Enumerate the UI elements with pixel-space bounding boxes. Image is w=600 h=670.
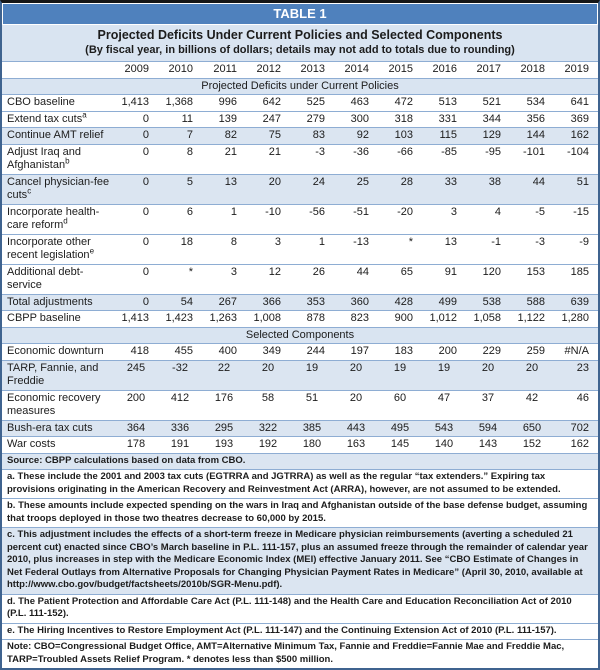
row-label: Incorporate health-care reform$^d$ (7, 205, 100, 231)
value-cell: -9 (579, 235, 589, 248)
value-cell: -95 (485, 145, 501, 158)
value-cell: 21 (224, 145, 237, 158)
value-cell: 418 (130, 345, 149, 357)
value-cell: 702 (554, 420, 598, 437)
value-cell: 642 (262, 96, 281, 108)
section-header: Selected Components (2, 327, 598, 344)
table-row (2, 344, 598, 361)
value-cell: 145 (390, 438, 410, 450)
value-cell: 353 (290, 294, 334, 311)
row-label: Cancel physician-fee cuts$^c$ (2, 174, 114, 204)
value-cell: 521 (482, 96, 501, 108)
value-cell: 1 (318, 235, 325, 248)
value-cell: 44 (356, 265, 369, 278)
value-cell: 5 (158, 174, 202, 204)
value-cell: 244 (306, 345, 325, 357)
table-header (2, 25, 598, 62)
value-cell: 20 (466, 360, 510, 390)
footnote: a. These include the 2001 and 2003 tax cuts (EGTRRA and JGTRRA) as well as the regular “tax extenders.” Expiring tax provisions originating in the American Recovery and Reinvestment Act (ARRA), however, are not assumed to be extended. (2, 470, 598, 499)
value-cell: -104 (566, 145, 589, 158)
year-header: 2015 (388, 63, 413, 75)
footnote: e. The Hiring Incentives to Restore Employment Act (P.L. 111-147) and the Continuing Extension Act of 2010 (P.L. 111-157). (2, 624, 598, 641)
value-cell: 83 (290, 128, 334, 145)
value-cell: 1,368 (165, 96, 193, 108)
value-cell: 279 (306, 112, 325, 125)
value-cell: 588 (510, 294, 554, 311)
value-cell: 0 (142, 265, 149, 278)
value-cell: #N/A (564, 345, 589, 357)
value-cell: 180 (302, 438, 322, 450)
table-row (2, 311, 598, 328)
value-cell: 295 (202, 420, 246, 437)
year-header: 2016 (432, 63, 457, 75)
value-cell: 245 (114, 360, 158, 390)
table-row (2, 111, 598, 128)
value-cell: -5 (535, 205, 545, 218)
year-header: 2019 (564, 63, 589, 75)
value-cell: 42 (525, 391, 539, 404)
table-units-note: (By fiscal year, in billions of dollars; details may not add to totals due to rounding) (85, 44, 515, 56)
value-cell: 65 (400, 265, 413, 278)
value-cell: 443 (334, 420, 378, 437)
row-label: Economic recovery measures (7, 391, 101, 417)
value-cell: 0 (142, 112, 149, 125)
value-cell: 3 (274, 235, 281, 248)
value-cell: 366 (246, 294, 290, 311)
value-cell: 38 (466, 174, 510, 204)
year-header: 2010 (168, 63, 193, 75)
footnote-marker: c (27, 186, 32, 196)
value-cell: 91 (444, 265, 457, 278)
value-cell: 25 (334, 174, 378, 204)
value-cell: 1,058 (473, 312, 501, 324)
table-row (2, 128, 598, 145)
table-row (2, 144, 598, 174)
value-cell: 37 (481, 391, 495, 404)
value-cell: 115 (422, 128, 466, 145)
value-cell: 60 (393, 391, 407, 404)
value-cell: 349 (262, 345, 281, 357)
value-cell: 229 (482, 345, 501, 357)
value-cell: 178 (126, 438, 146, 450)
value-cell: -85 (441, 145, 457, 158)
value-cell: 360 (334, 294, 378, 311)
row-label: War costs (7, 438, 56, 450)
value-cell: 513 (438, 96, 457, 108)
footnote: c. This adjustment includes the effects of a short-term freeze in Medicare physician reimbursements (averting a scheduled 21 percent cut) enacted since CBO’s March baseline in P.L. 111-157, plus an assumed freeze through the remainder of calendar year 2010, plus increases in step with the Medicare Economic Index (MEI) effective January 2011. See “CBO Estimate of Changes in Net Federal Outlays from Alternative Proposals for Changing Physician Payment Rates in Medicare” (April 30, 2010, available at http://www.cbo.gov/budget/factsheets/2010b/SGR-Menu.pdf). (2, 528, 598, 595)
value-cell: 200 (438, 345, 457, 357)
value-cell: 385 (290, 420, 334, 437)
value-cell: 7 (158, 128, 202, 145)
value-cell: -13 (353, 235, 369, 248)
year-header-row (2, 62, 598, 78)
value-cell: 1,280 (561, 312, 589, 324)
footnote: d. The Patient Protection and Affordable Care Act (P.L. 111-148) and the Health Care and Education Reconciliation Act of 2010 (P.L. 111-152). (2, 595, 598, 624)
value-cell: 455 (174, 345, 193, 357)
value-cell: 82 (202, 128, 246, 145)
value-cell: 19 (290, 360, 334, 390)
section-header-row (2, 78, 598, 95)
value-cell: 259 (526, 345, 545, 357)
footnote: Source: CBPP calculations based on data from CBO. (2, 454, 598, 471)
value-cell: -51 (353, 205, 369, 218)
value-cell: 20 (510, 360, 554, 390)
value-cell: 1,012 (429, 312, 457, 324)
value-cell: 140 (434, 438, 454, 450)
value-cell: 1,008 (253, 312, 281, 324)
value-cell: 364 (114, 420, 158, 437)
value-cell: 641 (570, 96, 589, 108)
value-cell: 1,413 (121, 312, 149, 324)
value-cell: -1 (491, 235, 501, 248)
footnote: b. These amounts include expected spending on the wars in Iraq and Afghanistan outside of the base defense budget, assuming that troops deployed in those two theatres decrease to 60,000 by 2015. (2, 499, 598, 528)
value-cell: -32 (158, 360, 202, 390)
value-cell: 1,122 (517, 312, 545, 324)
value-cell: 103 (378, 128, 422, 145)
value-cell: -56 (309, 205, 325, 218)
value-cell: 300 (350, 112, 369, 125)
value-cell: 639 (554, 294, 598, 311)
value-cell: 19 (378, 360, 422, 390)
value-cell: 13 (444, 235, 457, 248)
year-header: 2017 (476, 63, 501, 75)
table-row (2, 174, 598, 204)
value-cell: 3 (230, 265, 237, 278)
value-cell: 8 (186, 145, 193, 158)
value-cell: 144 (510, 128, 554, 145)
value-cell: 900 (394, 312, 413, 324)
row-label: Continue AMT relief (2, 128, 114, 145)
row-label: Adjust Iraq and Afghanistan$^b$ (7, 145, 81, 171)
value-cell: 58 (261, 391, 275, 404)
table-row (2, 420, 598, 437)
value-cell: 322 (246, 420, 290, 437)
value-cell: 0 (114, 128, 158, 145)
table-row (2, 437, 598, 454)
value-cell: 6 (186, 205, 193, 218)
value-cell: 0 (142, 205, 149, 218)
value-cell: 23 (554, 360, 598, 390)
value-cell: 20 (246, 360, 290, 390)
table-row (2, 264, 598, 294)
value-cell: 878 (306, 312, 325, 324)
year-header: 2013 (300, 63, 325, 75)
table-row (2, 234, 598, 264)
value-cell: 3 (450, 205, 457, 218)
value-cell: 336 (158, 420, 202, 437)
row-label: Additional debt-service (7, 265, 84, 291)
value-cell: 183 (394, 345, 413, 357)
value-cell: 139 (218, 112, 237, 125)
row-label: CBPP baseline (7, 312, 81, 324)
year-header: 2009 (124, 63, 149, 75)
value-cell: 594 (466, 420, 510, 437)
value-cell: 20 (334, 360, 378, 390)
value-cell: 0 (142, 145, 149, 158)
value-cell: -36 (353, 145, 369, 158)
value-cell: 472 (394, 96, 413, 108)
value-cell: 185 (570, 265, 589, 278)
value-cell: -15 (573, 205, 589, 218)
value-cell: 92 (334, 128, 378, 145)
value-cell: 176 (214, 391, 234, 404)
value-cell: 19 (422, 360, 466, 390)
year-header: 2011 (213, 63, 237, 75)
value-cell: 54 (158, 294, 202, 311)
value-cell: 46 (576, 391, 589, 404)
value-cell: 344 (482, 112, 501, 125)
value-cell: 0 (114, 294, 158, 311)
table-row (2, 204, 598, 234)
deficits-table (2, 62, 598, 454)
value-cell: 120 (482, 265, 501, 278)
value-cell: 543 (422, 420, 466, 437)
value-cell: 129 (466, 128, 510, 145)
value-cell: 534 (526, 96, 545, 108)
footnote-marker: b (65, 156, 70, 166)
value-cell: 495 (378, 420, 422, 437)
value-cell: 51 (554, 174, 598, 204)
value-cell: 20 (349, 391, 363, 404)
footnote-marker: e (89, 246, 95, 256)
row-label: Economic downturn (7, 345, 104, 357)
value-cell: 153 (526, 265, 545, 278)
value-cell: 267 (202, 294, 246, 311)
value-cell: 162 (554, 128, 598, 145)
table-number: TABLE 1 (2, 3, 598, 25)
value-cell: 143 (478, 438, 498, 450)
value-cell: 463 (350, 96, 369, 108)
value-cell: 823 (350, 312, 369, 324)
value-cell: 1,423 (165, 312, 193, 324)
value-cell: 18 (180, 235, 193, 248)
value-cell: 8 (230, 235, 237, 248)
value-cell: 331 (438, 112, 457, 125)
value-cell: 369 (570, 112, 589, 125)
value-cell: 47 (437, 391, 451, 404)
table-row (2, 95, 598, 112)
value-cell: 412 (170, 391, 190, 404)
year-header: 2018 (520, 63, 545, 75)
row-label: CBO baseline (7, 96, 75, 108)
value-cell: 44 (510, 174, 554, 204)
value-cell: -3 (535, 235, 545, 248)
row-label: Incorporate other recent legislation$^e$ (7, 235, 95, 261)
value-cell: 191 (170, 438, 190, 450)
footnote-marker: d (63, 216, 68, 226)
value-cell: 525 (306, 96, 325, 108)
year-header: 2012 (256, 63, 281, 75)
footnote-marker: a (82, 109, 87, 119)
value-cell: 22 (202, 360, 246, 390)
row-label: Bush-era tax cuts (2, 420, 114, 437)
value-cell: -3 (315, 145, 325, 158)
value-cell: 650 (510, 420, 554, 437)
value-cell: * (188, 265, 193, 278)
value-cell: 20 (246, 174, 290, 204)
value-cell: 428 (378, 294, 422, 311)
value-cell: 26 (312, 265, 325, 278)
value-cell: -101 (522, 145, 545, 158)
value-cell: -10 (265, 205, 281, 218)
value-cell: 247 (262, 112, 281, 125)
value-cell: 1 (230, 205, 237, 218)
value-cell: * (408, 235, 413, 248)
value-cell: 24 (290, 174, 334, 204)
value-cell: 538 (466, 294, 510, 311)
value-cell: -20 (397, 205, 413, 218)
value-cell: 356 (526, 112, 545, 125)
table-row (2, 360, 598, 390)
corner-cell (2, 62, 114, 78)
value-cell: 33 (422, 174, 466, 204)
value-cell: 51 (305, 391, 319, 404)
row-label: Extend tax cuts$^a$ (7, 109, 87, 125)
value-cell: 200 (126, 391, 146, 404)
value-cell: 152 (522, 438, 542, 450)
value-cell: 75 (246, 128, 290, 145)
value-cell: 162 (570, 438, 589, 450)
value-cell: 192 (258, 438, 278, 450)
value-cell: 996 (218, 96, 237, 108)
value-cell: 1,413 (121, 96, 149, 108)
value-cell: 400 (218, 345, 237, 357)
section-header: Projected Deficits under Current Policies (2, 78, 598, 95)
footnotes (2, 454, 598, 669)
value-cell: -66 (397, 145, 413, 158)
value-cell: 12 (268, 265, 281, 278)
value-cell: 21 (268, 145, 281, 158)
table-row (2, 294, 598, 311)
value-cell: 197 (350, 345, 369, 357)
value-cell: 499 (422, 294, 466, 311)
value-cell: 11 (181, 112, 193, 125)
value-cell: 13 (202, 174, 246, 204)
row-label: TARP, Fannie, and Freddie (2, 360, 114, 390)
table-title: Projected Deficits Under Current Policies and Selected Components (97, 28, 503, 42)
value-cell: 1,263 (209, 312, 237, 324)
value-cell: 163 (346, 438, 366, 450)
value-cell: 4 (494, 205, 501, 218)
value-cell: 28 (378, 174, 422, 204)
year-header: 2014 (344, 63, 369, 75)
table-row (2, 390, 598, 420)
section-header-row (2, 327, 598, 344)
value-cell: 318 (394, 112, 413, 125)
value-cell: 0 (114, 174, 158, 204)
footnote: Note: CBO=Congressional Budget Office, AMT=Alternative Minimum Tax, Fannie and Freddie=Fannie Mae and Freddie Mac, TARP=Troubled Assets Relief Program. * denotes less than $500 million. (2, 640, 598, 668)
row-label: Total adjustments (2, 294, 114, 311)
value-cell: 193 (214, 438, 234, 450)
value-cell: 0 (142, 235, 149, 248)
